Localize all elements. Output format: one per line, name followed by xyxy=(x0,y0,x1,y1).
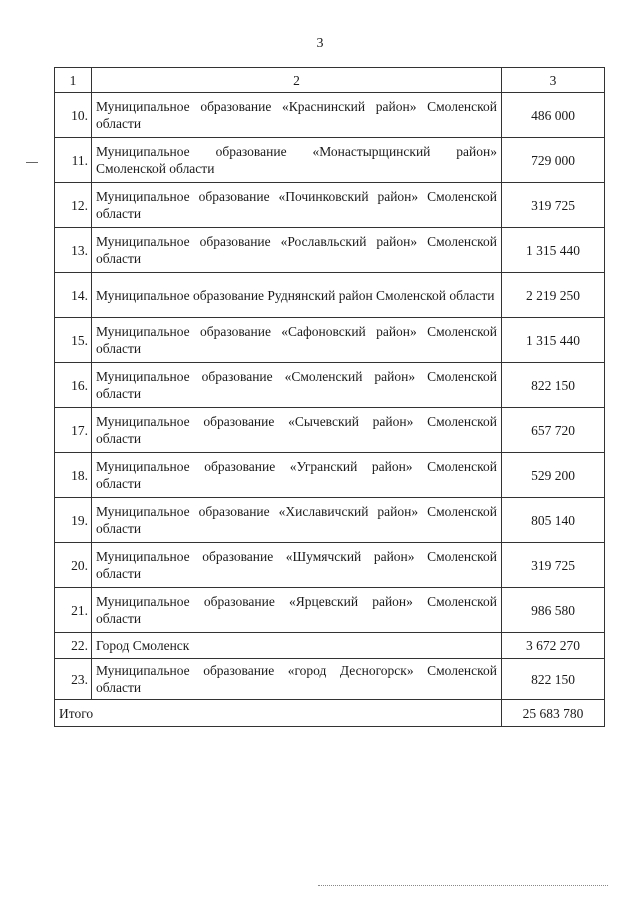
amount: 657 720 xyxy=(502,408,605,453)
allocation-table xyxy=(54,67,605,727)
amount: 805 140 xyxy=(502,498,605,543)
municipality-name: Муниципальное образование Руднянский район Смоленской области xyxy=(92,273,502,318)
row-number: 17. xyxy=(55,408,92,453)
row-number: 19. xyxy=(55,498,92,543)
municipality-name: Муниципальное образование «Угранский район» Смоленской области xyxy=(92,453,502,498)
page-number: 3 xyxy=(316,36,324,51)
row-number: 16. xyxy=(55,363,92,408)
table-row xyxy=(55,498,605,543)
amount: 822 150 xyxy=(502,363,605,408)
amount: 986 580 xyxy=(502,588,605,633)
amount: 3 672 270 xyxy=(502,633,605,659)
table-row xyxy=(55,183,605,228)
table-row xyxy=(55,318,605,363)
allocation-table-container xyxy=(54,67,604,727)
amount: 319 725 xyxy=(502,543,605,588)
row-number: 14. xyxy=(55,273,92,318)
municipality-name: Муниципальное образование «Рославльский район» Смоленской области xyxy=(92,228,502,273)
row-number: 11. xyxy=(55,138,92,183)
row-number: 10. xyxy=(55,93,92,138)
margin-mark xyxy=(26,162,38,163)
municipality-name: Муниципальное образование «Шумячский район» Смоленской области xyxy=(92,543,502,588)
table-row xyxy=(55,588,605,633)
row-number: 21. xyxy=(55,588,92,633)
municipality-name: Муниципальное образование «Починковский район» Смоленской области xyxy=(92,183,502,228)
municipality-name: Город Смоленск xyxy=(92,633,502,659)
row-number: 18. xyxy=(55,453,92,498)
header-col-1: 1 xyxy=(55,68,92,93)
table-row xyxy=(55,408,605,453)
table-row xyxy=(55,273,605,318)
row-number: 13. xyxy=(55,228,92,273)
table-row xyxy=(55,228,605,273)
header-col-2: 2 xyxy=(92,68,502,93)
row-number: 12. xyxy=(55,183,92,228)
table-total-row xyxy=(55,700,605,727)
footer-line xyxy=(318,885,608,887)
amount: 319 725 xyxy=(502,183,605,228)
municipality-name: Муниципальное образование «Монастырщинский район» Смоленской области xyxy=(92,138,502,183)
header-col-3: 3 xyxy=(502,68,605,93)
table-row xyxy=(55,93,605,138)
table-row xyxy=(55,363,605,408)
municipality-name: Муниципальное образование «город Десногорск» Смоленской области xyxy=(92,659,502,700)
total-amount: 25 683 780 xyxy=(502,700,605,727)
row-number: 22. xyxy=(55,633,92,659)
amount: 729 000 xyxy=(502,138,605,183)
municipality-name: Муниципальное образование «Хиславичский район» Смоленской области xyxy=(92,498,502,543)
row-number: 23. xyxy=(55,659,92,700)
table-row xyxy=(55,633,605,659)
municipality-name: Муниципальное образование «Сафоновский район» Смоленской области xyxy=(92,318,502,363)
table-row xyxy=(55,659,605,700)
total-label: Итого xyxy=(55,700,502,727)
municipality-name: Муниципальное образование «Сычевский район» Смоленской области xyxy=(92,408,502,453)
table-row xyxy=(55,453,605,498)
table-header-row xyxy=(55,68,605,93)
row-number: 20. xyxy=(55,543,92,588)
row-number: 15. xyxy=(55,318,92,363)
amount: 486 000 xyxy=(502,93,605,138)
table-row xyxy=(55,543,605,588)
amount: 1 315 440 xyxy=(502,318,605,363)
table-row xyxy=(55,138,605,183)
amount: 2 219 250 xyxy=(502,273,605,318)
amount: 529 200 xyxy=(502,453,605,498)
municipality-name: Муниципальное образование «Ярцевский район» Смоленской области xyxy=(92,588,502,633)
municipality-name: Муниципальное образование «Краснинский район» Смоленской области xyxy=(92,93,502,138)
amount: 822 150 xyxy=(502,659,605,700)
amount: 1 315 440 xyxy=(502,228,605,273)
municipality-name: Муниципальное образование «Смоленский район» Смоленской области xyxy=(92,363,502,408)
